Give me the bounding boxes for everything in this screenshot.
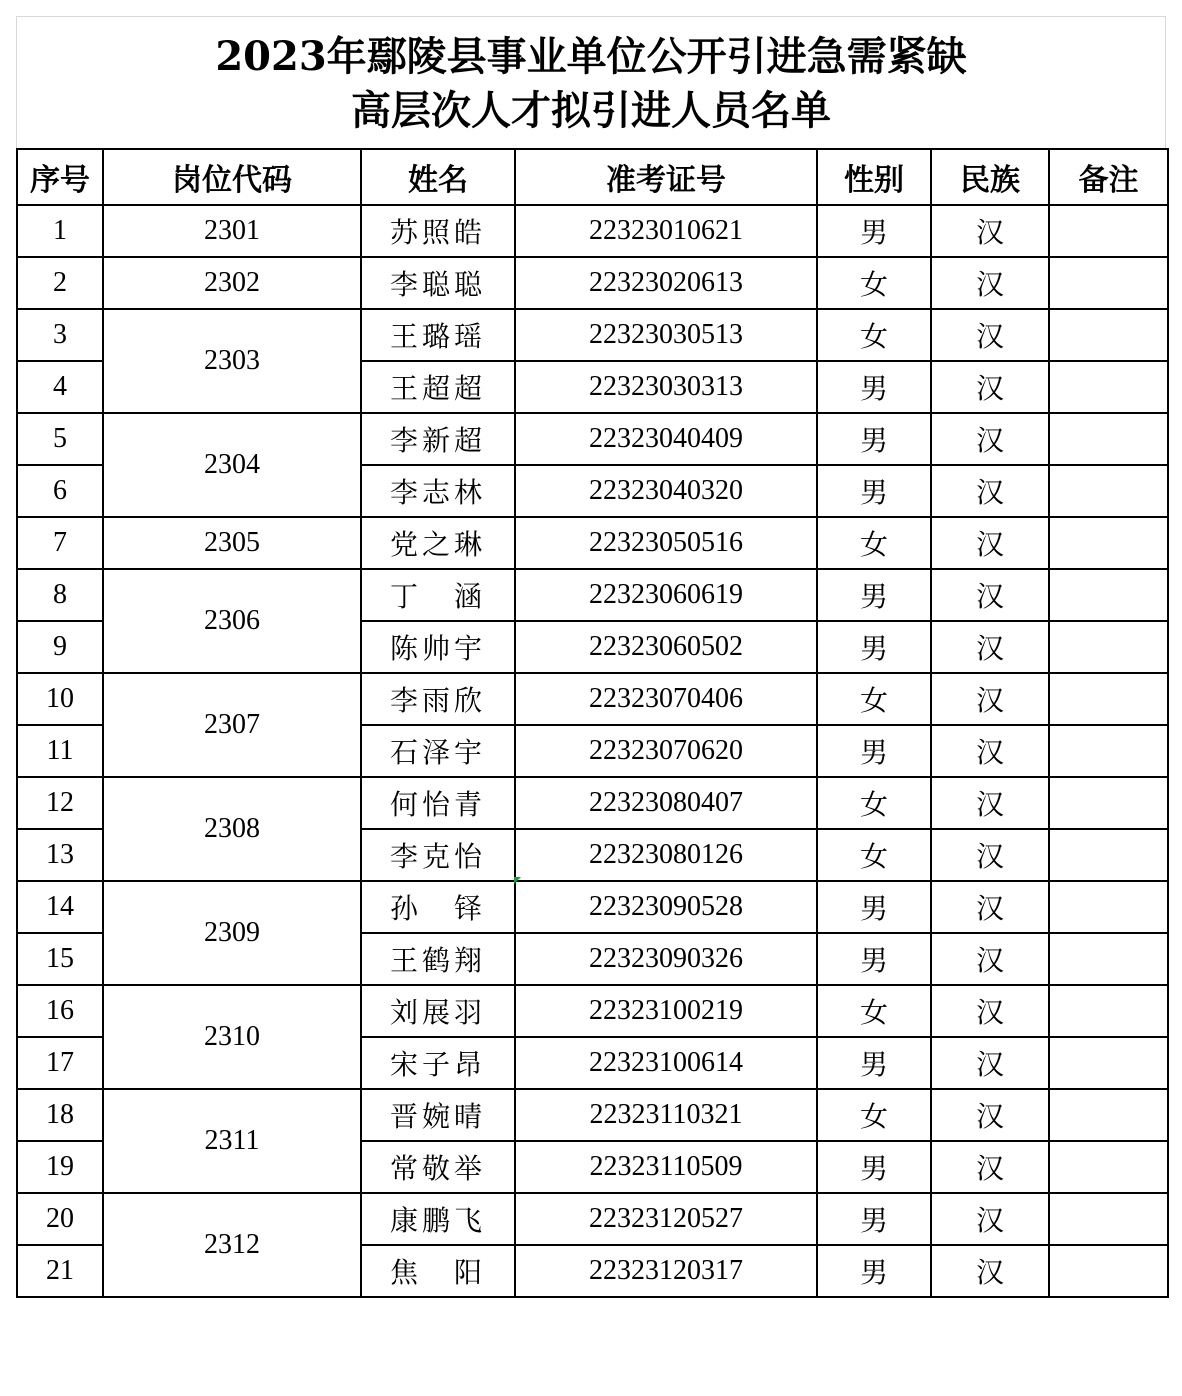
table-row <box>17 985 1168 1037</box>
title-box <box>16 16 1166 148</box>
cell-note <box>1049 361 1168 413</box>
cell-name: 李新超 <box>361 413 515 465</box>
cell-no: 15 <box>17 933 103 985</box>
cell-no: 1 <box>17 205 103 257</box>
cell-no: 12 <box>17 777 103 829</box>
cell-post-code: 2303 <box>103 309 361 413</box>
cell-exam-id: 22323060619 <box>515 569 817 621</box>
header-row <box>17 149 1168 205</box>
page-title-line-1: 2023年鄢陵县事业单位公开引进急需紧缺 <box>215 33 967 80</box>
cell-gender: 男 <box>817 933 931 985</box>
cell-exam-id: 22323040409 <box>515 413 817 465</box>
cell-no: 5 <box>17 413 103 465</box>
cell-gender: 女 <box>817 777 931 829</box>
cell-name: 陈帅宇 <box>361 621 515 673</box>
table-row <box>17 777 1168 829</box>
cell-ethnicity: 汉 <box>931 777 1049 829</box>
cell-note <box>1049 517 1168 569</box>
cell-note <box>1049 673 1168 725</box>
cell-no: 18 <box>17 1089 103 1141</box>
cell-exam-id: 22323010621 <box>515 205 817 257</box>
cell-exam-id: 22323030513 <box>515 309 817 361</box>
cell-ethnicity: 汉 <box>931 621 1049 673</box>
cell-exam-id: 22323050516 <box>515 517 817 569</box>
cell-no: 17 <box>17 1037 103 1089</box>
cell-post-code: 2305 <box>103 517 361 569</box>
table-row <box>17 309 1168 361</box>
header-gender: 性别 <box>817 149 931 205</box>
cell-ethnicity: 汉 <box>931 569 1049 621</box>
cell-gender: 男 <box>817 465 931 517</box>
cell-ethnicity: 汉 <box>931 829 1049 881</box>
cell-exam-id: 22323090528 <box>515 881 817 933</box>
cell-ethnicity: 汉 <box>931 1089 1049 1141</box>
cell-note <box>1049 1245 1168 1297</box>
cell-note <box>1049 257 1168 309</box>
cell-ethnicity: 汉 <box>931 725 1049 777</box>
cell-gender: 女 <box>817 309 931 361</box>
cell-no: 10 <box>17 673 103 725</box>
cell-ethnicity: 汉 <box>931 1037 1049 1089</box>
cell-post-code: 2309 <box>103 881 361 985</box>
cell-no: 14 <box>17 881 103 933</box>
cell-exam-id: 22323120527 <box>515 1193 817 1245</box>
cell-gender: 女 <box>817 829 931 881</box>
page-title-line-2: 高层次人才拟引进人员名单 <box>351 87 831 134</box>
cell-post-code: 2310 <box>103 985 361 1089</box>
cell-gender: 女 <box>817 1089 931 1141</box>
table-row <box>17 257 1168 309</box>
cell-note <box>1049 881 1168 933</box>
cell-gender: 男 <box>817 1037 931 1089</box>
header-no: 序号 <box>17 149 103 205</box>
table-row <box>17 569 1168 621</box>
cell-name: 李志林 <box>361 465 515 517</box>
cell-no: 11 <box>17 725 103 777</box>
cell-name: 晋婉晴 <box>361 1089 515 1141</box>
table-row <box>17 205 1168 257</box>
cell-no: 2 <box>17 257 103 309</box>
cell-gender: 男 <box>817 569 931 621</box>
cell-gender: 女 <box>817 517 931 569</box>
cell-note <box>1049 829 1168 881</box>
table-row <box>17 413 1168 465</box>
cell-exam-id: 22323100219 <box>515 985 817 1037</box>
cell-post-code: 2302 <box>103 257 361 309</box>
cell-note <box>1049 1193 1168 1245</box>
cell-no: 16 <box>17 985 103 1037</box>
cell-note <box>1049 777 1168 829</box>
cell-ethnicity: 汉 <box>931 517 1049 569</box>
cell-exam-id: 22323120317 <box>515 1245 817 1297</box>
cell-name: 党之琳 <box>361 517 515 569</box>
cell-name: 王璐瑶 <box>361 309 515 361</box>
cell-gender: 女 <box>817 985 931 1037</box>
cell-gender: 男 <box>817 1245 931 1297</box>
cell-exam-id: 22323030313 <box>515 361 817 413</box>
cell-name: 丁 涵 <box>361 569 515 621</box>
cell-ethnicity: 汉 <box>931 1245 1049 1297</box>
cell-ethnicity: 汉 <box>931 1193 1049 1245</box>
cell-post-code: 2308 <box>103 777 361 881</box>
cell-ethnicity: 汉 <box>931 361 1049 413</box>
cell-post-code: 2304 <box>103 413 361 517</box>
cell-exam-id: 22323040320 <box>515 465 817 517</box>
cell-note <box>1049 985 1168 1037</box>
cell-exam-id: 22323060502 <box>515 621 817 673</box>
cell-exam-id: 22323070620 <box>515 725 817 777</box>
cell-ethnicity: 汉 <box>931 1141 1049 1193</box>
cell-note <box>1049 1141 1168 1193</box>
cell-name: 焦 阳 <box>361 1245 515 1297</box>
table-row <box>17 1089 1168 1141</box>
cell-exam-id: 22323080407 <box>515 777 817 829</box>
cell-gender: 男 <box>817 361 931 413</box>
cell-gender: 女 <box>817 257 931 309</box>
cell-note <box>1049 465 1168 517</box>
cell-note <box>1049 569 1168 621</box>
cell-no: 4 <box>17 361 103 413</box>
cell-gender: 男 <box>817 413 931 465</box>
cell-note <box>1049 1037 1168 1089</box>
cell-name: 何怡青 <box>361 777 515 829</box>
cell-no: 13 <box>17 829 103 881</box>
cell-note <box>1049 725 1168 777</box>
cell-post-code: 2301 <box>103 205 361 257</box>
table-row <box>17 517 1168 569</box>
cell-name: 王超超 <box>361 361 515 413</box>
header-name: 姓名 <box>361 149 515 205</box>
table-row <box>17 673 1168 725</box>
cell-ethnicity: 汉 <box>931 985 1049 1037</box>
cell-name: 李克怡 <box>361 829 515 881</box>
header-note: 备注 <box>1049 149 1168 205</box>
cell-ethnicity: 汉 <box>931 933 1049 985</box>
cell-no: 3 <box>17 309 103 361</box>
cell-no: 19 <box>17 1141 103 1193</box>
cell-ethnicity: 汉 <box>931 205 1049 257</box>
cell-name: 宋子昂 <box>361 1037 515 1089</box>
cell-name: 李雨欣 <box>361 673 515 725</box>
cell-no: 21 <box>17 1245 103 1297</box>
cell-name: 苏照皓 <box>361 205 515 257</box>
cell-ethnicity: 汉 <box>931 257 1049 309</box>
cell-exam-id: 22323090326 <box>515 933 817 985</box>
cell-exam-id: 22323100614 <box>515 1037 817 1089</box>
cell-name: 王鹤翔 <box>361 933 515 985</box>
cell-ethnicity: 汉 <box>931 309 1049 361</box>
cell-note <box>1049 413 1168 465</box>
cell-note <box>1049 205 1168 257</box>
table-row <box>17 881 1168 933</box>
cell-no: 7 <box>17 517 103 569</box>
cell-post-code: 2311 <box>103 1089 361 1193</box>
cell-name: 常敬举 <box>361 1141 515 1193</box>
cell-post-code: 2307 <box>103 673 361 777</box>
cell-no: 6 <box>17 465 103 517</box>
cell-note <box>1049 1089 1168 1141</box>
cell-comment-marker <box>514 877 521 884</box>
cell-name: 李聪聪 <box>361 257 515 309</box>
cell-gender: 男 <box>817 621 931 673</box>
cell-name: 康鹏飞 <box>361 1193 515 1245</box>
roster-table <box>16 148 1169 1298</box>
cell-name: 石泽宇 <box>361 725 515 777</box>
header-ethnicity: 民族 <box>931 149 1049 205</box>
cell-gender: 女 <box>817 673 931 725</box>
cell-no: 20 <box>17 1193 103 1245</box>
cell-gender: 男 <box>817 1193 931 1245</box>
cell-post-code: 2312 <box>103 1193 361 1297</box>
cell-name: 孙 铎 <box>361 881 515 933</box>
cell-exam-id: 22323020613 <box>515 257 817 309</box>
header-post-code: 岗位代码 <box>103 149 361 205</box>
cell-ethnicity: 汉 <box>931 413 1049 465</box>
cell-exam-id: 22323110321 <box>515 1089 817 1141</box>
cell-exam-id: 22323080126 <box>515 829 817 881</box>
cell-note <box>1049 621 1168 673</box>
cell-gender: 男 <box>817 725 931 777</box>
roster-body <box>17 205 1168 1297</box>
cell-gender: 男 <box>817 1141 931 1193</box>
cell-ethnicity: 汉 <box>931 465 1049 517</box>
cell-no: 9 <box>17 621 103 673</box>
cell-name: 刘展羽 <box>361 985 515 1037</box>
cell-post-code: 2306 <box>103 569 361 673</box>
cell-exam-id: 22323070406 <box>515 673 817 725</box>
cell-exam-id: 22323110509 <box>515 1141 817 1193</box>
header-exam-id: 准考证号 <box>515 149 817 205</box>
cell-ethnicity: 汉 <box>931 881 1049 933</box>
cell-note <box>1049 933 1168 985</box>
cell-no: 8 <box>17 569 103 621</box>
table-row <box>17 1193 1168 1245</box>
cell-note <box>1049 309 1168 361</box>
cell-gender: 男 <box>817 205 931 257</box>
cell-ethnicity: 汉 <box>931 673 1049 725</box>
cell-gender: 男 <box>817 881 931 933</box>
